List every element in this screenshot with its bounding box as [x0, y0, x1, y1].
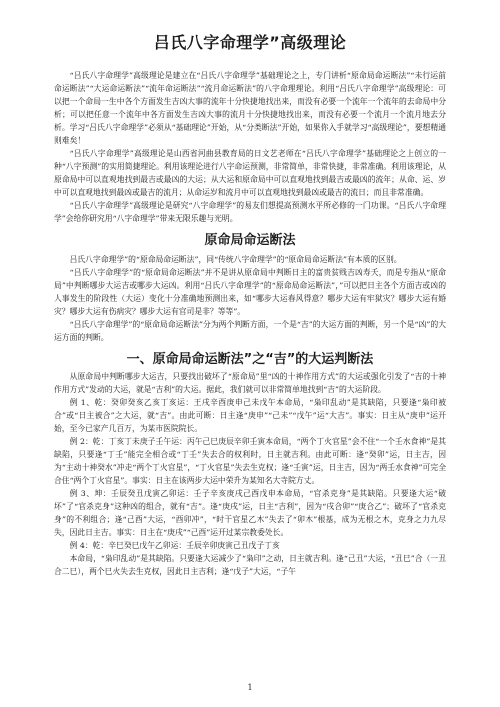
section-paragraph: “吕氏八字命理学”的“原命局命运断法”分为两个判断方面，一个是“吉”的大运方面的判断，另一个是“凶”的大运方面的判断。: [54, 320, 446, 342]
intro-paragraph: “吕氏八字命理学”高级理论是研究“八字命理学”的易友们想提高预测水平所必修的一门功课。“吕氏八字命理学”会给你研究用“八字命理学”带来无限乐趣与光明。: [54, 201, 446, 223]
section-paragraph: 吕氏八字命理学”的“原命局命运断法”，同“传统八字命理学”的“原命局命运断法”有本质的区别。: [69, 255, 402, 264]
subsection-paragraph: 从原命局中判断哪步大运吉，只要找出破坏了“原命局”里“凶的十神作用方式”的大运或强化引发了“吉的十神作用方式”发动的大运，就是“吉利”的大运。据此，我们就可以非常简单地找到“吉”的大运阶段。: [54, 372, 446, 394]
page-number: 1: [247, 683, 253, 692]
section-paragraph: “吕氏八字命理学”的“原命局命运断法”并不是讲从原命局中判断日主的富贵贫贱吉凶寿夭，而是专指从“原命局”中判断哪步大运吉或哪步大运凶。利用“吕氏八字命理学”的“原命局命运断法”，”可以把日主各个方面吉或凶的人事发生的阶段性（大运）变化十分准确地预测出来，如“哪步大运春风得意？哪步大运有牢狱灾？哪步大运有婚灾？哪步大运有伤病灾？哪步大运有官司是非？等等”。: [54, 268, 446, 316]
intro-paragraph: “吕氏八字命理学”高级理论是山西省河曲县教育局的日文艺老师在“吕氏八字命理学”基础理论之上创立的一种“八字预测”的实用简捷理论。利用该理论进行八字命运预测，非常简单，非常快捷，非常准确。利用该理论，从原命局中可以直观地找到最吉或最凶的大运；从大运和原命局中可以直观地找到最吉或最凶的流年；从命、运、岁中可以直观地找到最凶或最吉的流月；从命运岁和流月中可以直观地找到最凶或最吉的流日；而且非常准确。: [54, 149, 446, 197]
example-paragraph: 例 2：乾：丁亥丁未庚子壬午运：丙午己巳庚辰辛卯壬寅本命局，“两个丁火官星”会不住“一个壬水食神”是其缺陷，只要逢“丁壬”能完全相合或“丁壬”失去合的权利时，日主就吉利。由此可断：逢“癸卯”运，日主吉，因为“主动十神癸水”冲走“两个丁火官星”，“丁火官星”失去生克权；逢“壬寅”运，日主吉，因为“两壬水食神”可完全合住“两个丁火官星”。事实：日主在该两步大运中荣升为某知名大寺院方丈。: [54, 437, 446, 485]
section-heading: 原命局命运断法: [204, 233, 296, 248]
example-paragraph: 本命局，“枭印乱动”是其缺陷。只要逢大运减少了“枭印”之动，日主就吉利。逢“己丑”大运，“丑巳”合（一丑合二巳），两个巳火失去生克权，因此日主吉利；逢“戊子”大运，“子午: [54, 554, 446, 576]
subsection-heading: 一、原命局命运断法”之“吉”的大运判断法: [126, 352, 374, 367]
example-paragraph: 例 1、乾：癸卯癸亥乙亥丁亥运：王戌辛酉庚申己未戊午本命局，“枭印乱动”是其缺陷，只要逢“枭印被合”或“日主被合”之大运，就“吉”。由此可断：日主逢“庚申”“己未”“戊午”运“大吉”。事实：日主从“庚申”运开始，至今已家产几百万，为某市医院院长。: [54, 398, 446, 433]
example-paragraph: 例 4：乾：辛巳癸巳戊午乙卯运：壬辰辛卯庚寅己丑戊子丁亥: [69, 541, 280, 550]
intro-paragraph: “吕氏八字命理学”高级理论是建立在“吕氏八字命理学”基础理论之上，专门讲析“原命局命运断法”“未行运前命运断法”“大运命运断法”“流年命运断法”“流月命运断法”的八字命理理论。利用“吕氏八字命理学”高级理论：可以把一个命局一生中各个方面发生吉凶大事的流年十分快捷地找出来，而没有必要一个流年一个流年的去命局中分析；可以把任意一个流年中各方面发生吉凶大事的流月十分快捷地找出来，而没有必要一个流月一个流月地去分析。学习“吕氏八字命理学”必须从“基础理论”开始，从“分类断法”开始，如果你入手就学习“高级理论”，要想精通则难矣！: [54, 71, 446, 145]
example-paragraph: 例 3、坤：壬辰癸丑戊寅乙卯运：壬子辛亥庚戌己酉戊申本命局，“官杀克身”是其缺陷。只要逢大运“破坏”了“官杀克身”这种凶的组合，就有“吉”。逢“庚戌”运，日主“吉利”，因为“戌合卯”“庚合乙”；破坏了“官杀克身”的不利组合；逢“己酉”大运，“酉卯冲”，“时干官星乙木”失去了“卯木”根基，成为无根之木，克身之力九尽失，因此日主吉。事实：日主在“庚戌”“己酉”运开过某宗教委处长。: [54, 489, 446, 537]
document-title: 吕氏八字命理学”高级理论: [153, 33, 347, 52]
